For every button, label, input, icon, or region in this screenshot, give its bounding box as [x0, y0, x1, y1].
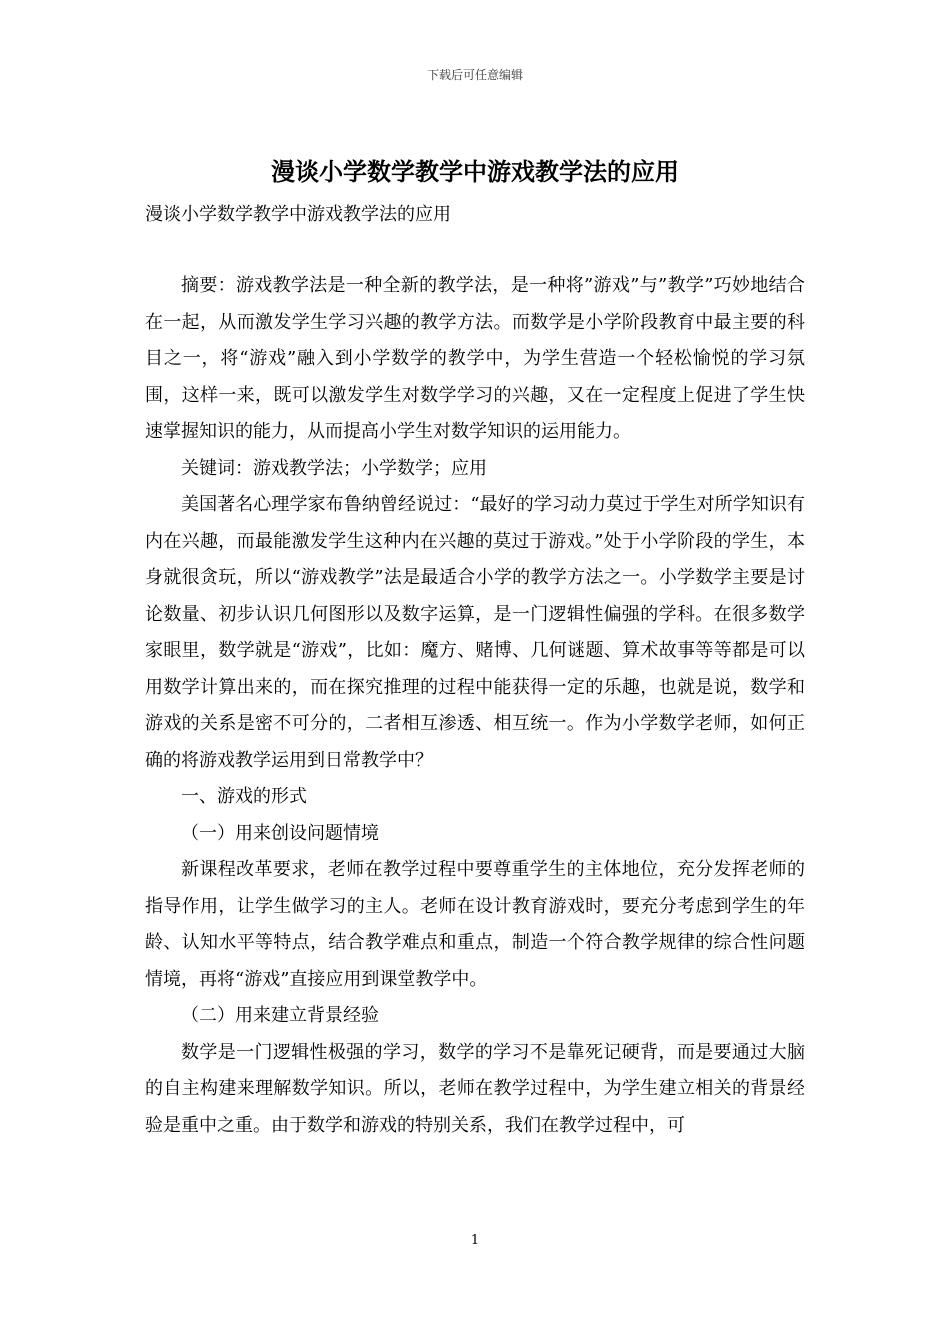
body-paragraph: 数学是一门逻辑性极强的学习，数学的学习不是靠死记硬背，而是要通过大脑的自主构建来理解数学知识。所以，老师在教学过程中，为学生建立相关的背景经验是重中之重。由于数学和游戏的特别关系，我们在教学过程中，可	[145, 1041, 805, 1136]
body-paragraph: 新课程改革要求，老师在教学过程中要尊重学生的主体地位，充分发挥老师的指导作用，让学生做学习的主人。老师在设计教育游戏时，要充分考虑到学生的年龄、认知水平等特点，结合教学难点和重点，制造一个符合教学规律的综合性问题情境，再将“游戏”直接应用到课堂教学中。	[145, 859, 805, 990]
document-body	[145, 268, 805, 1144]
abstract-paragraph: 摘要：游戏教学法是一种全新的教学法，是一种将”游戏”与”教学”巧妙地结合在一起，从而激发学生学习兴趣的教学方法。而数学是小学阶段教育中最主要的科目之一，将“游戏”融入到小学数学的教学中，为学生营造一个轻松愉悦的学习氛围，这样一来，既可以激发学生对数学学习的兴趣，又在一定程度上促进了学生快速掌握知识的能力，从而提高小学生对数学知识的运用能力。	[145, 275, 805, 442]
header-note: 下载后可任意编辑	[426, 68, 523, 82]
subsection-heading: （二）用来建立背景经验	[181, 1005, 379, 1026]
subsection-heading: （一）用来创设问题情境	[181, 822, 379, 844]
document-title: 漫谈小学数学教学中游戏教学法的应用	[271, 157, 679, 186]
section-heading: 一、游戏的形式	[181, 786, 307, 807]
document-subtitle: 漫谈小学数学教学中游戏教学法的应用	[145, 204, 451, 225]
page-number: 1	[470, 1233, 480, 1248]
keywords-paragraph: 关键词：游戏教学法；小学数学；应用	[181, 457, 487, 479]
body-paragraph: 美国著名心理学家布鲁纳曾经说过：“最好的学习动力莫过于学生对所学知识有内在兴趣，而最能激发学生这种内在兴趣的莫过于游戏。”处于小学阶段的学生，本身就很贪玩，所以“游戏教学”法是最适合小学的教学方法之一。小学数学主要是讨论数量、初步认识几何图形以及数字运算，是一门逻辑性偏强的学科。在很多数学家眼里，数学就是“游戏”，比如：魔方、赌博、几何谜题、算术故事等等都是可以用数学计算出来的，而在探究推理的过程中能获得一定的乐趣，也就是说，数学和游戏的关系是密不可分的，二者相互渗透、相互统一。作为小学数学老师，如何正确的将游戏教学运用到日常教学中？	[145, 494, 805, 771]
